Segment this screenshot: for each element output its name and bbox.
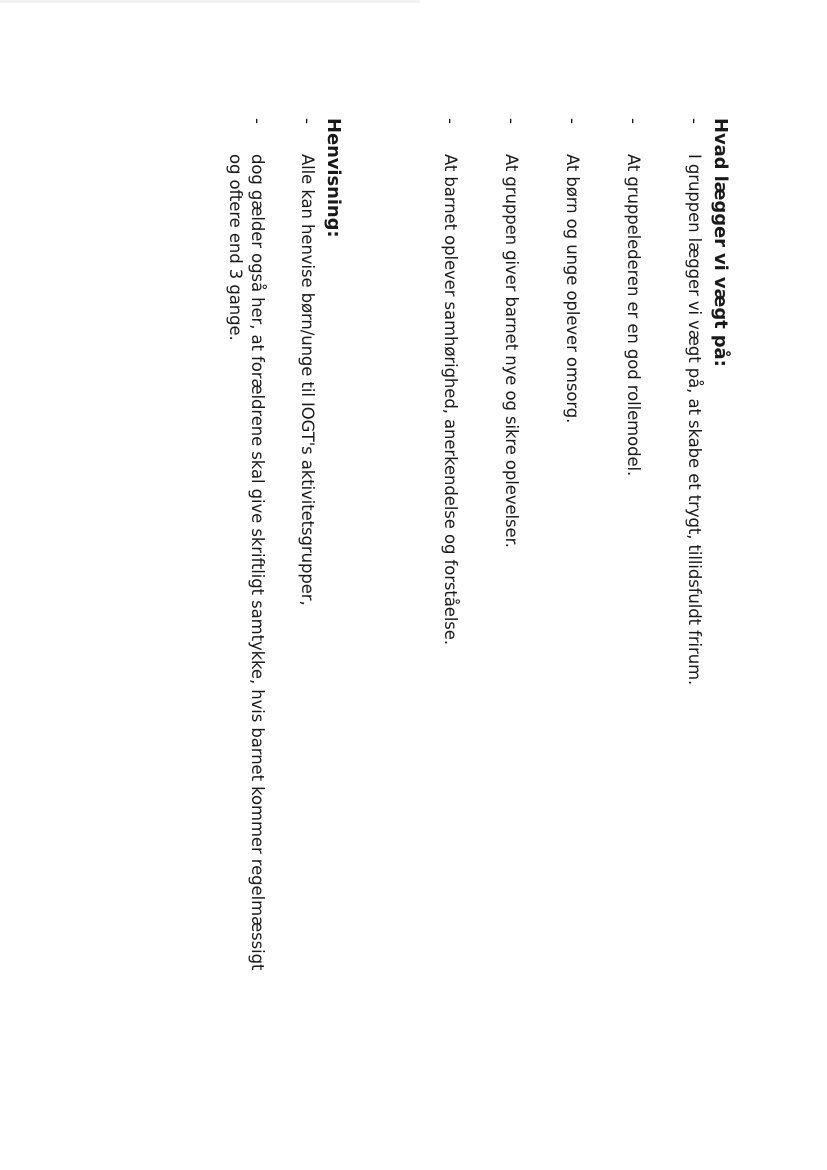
section-spacer xyxy=(348,118,430,998)
bullet-dash: - xyxy=(624,118,643,124)
list-item-text-line-2: og oftere end 3 gange. xyxy=(226,154,245,341)
bullet-dash: - xyxy=(248,118,267,124)
scan-edge xyxy=(0,0,420,3)
section-heading-referral: Henvisning: xyxy=(323,118,344,238)
list-item xyxy=(552,118,583,998)
list-item-text: At børn og unge oplever omsorg. xyxy=(563,154,582,424)
list-item-text: At gruppelederen er en god rollemodel. xyxy=(624,154,643,477)
list-item-text: At barnet oplever samhørighed, anerkendelse og forståelse. xyxy=(441,154,460,645)
list-item xyxy=(613,118,644,998)
list-item-text: I gruppen lægger vi vægt på, at skabe et trygt, tillidsfuldt frirum. xyxy=(685,154,704,686)
list-item xyxy=(224,118,268,998)
rotated-content xyxy=(224,118,735,998)
list-item xyxy=(674,118,705,998)
section-heading-values: Hvad lægger vi vægt på: xyxy=(710,118,731,367)
bullet-dash: - xyxy=(563,118,582,124)
values-list xyxy=(430,118,705,998)
bullet-dash: - xyxy=(502,118,521,124)
list-item xyxy=(430,118,461,998)
referral-list xyxy=(224,118,318,998)
list-item xyxy=(287,118,318,998)
list-item xyxy=(491,118,522,998)
list-item-text-line-1: dog gælder også her, at forældrene skal give skriftligt samtykke, hvis barnet kommer regelmæssigt xyxy=(248,154,267,971)
list-item-text: At gruppen giver barnet nye og sikre oplevelser. xyxy=(502,154,521,548)
bullet-dash: - xyxy=(441,118,460,124)
bullet-dash: - xyxy=(685,118,704,124)
bullet-dash: - xyxy=(298,118,317,124)
list-item-text: Alle kan henvise børn/unge til IOGT's aktivitetsgrupper, xyxy=(298,154,317,606)
